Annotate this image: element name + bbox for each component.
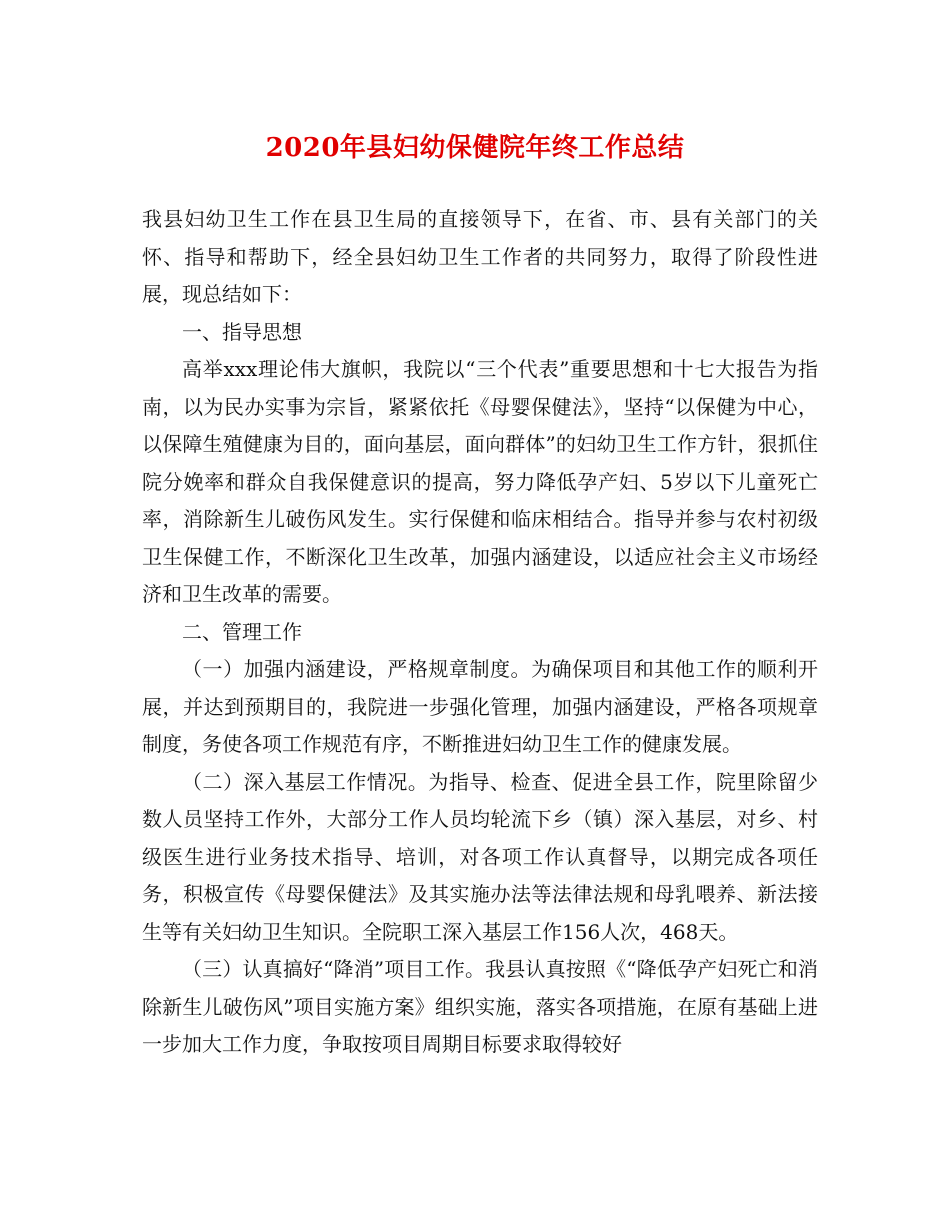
paragraph-management-1: （一）加强内涵建设，严格规章制度。为确保项目和其他工作的顺利开展，并达到预期目的，我院进一步强化管理，加强内涵建设，严格各项规章制度，务使各项工作规范有序，不断推进妇幼卫生工作的健康发展。 bbox=[142, 657, 818, 756]
paragraph-management-2: （二）深入基层工作情况。为指导、检查、促进全县工作，院里除留少数人员坚持工作外，大部分工作人员均轮流下乡（镇）深入基层，对乡、村级医生进行业务技术指导、培训，对各项工作认真督导，以期完成各项任务，积极宣传《母婴保健法》及其实施办法等法律法规和母乳喂养、新法接生等有关妇幼卫生知识。全院职工深入基层工作156人次，468天。 bbox=[142, 769, 818, 944]
document-title: 2020年县妇幼保健院年终工作总结 bbox=[265, 133, 685, 163]
paragraph-intro: 我县妇幼卫生工作在县卫生局的直接领导下，在省、市、县有关部门的关怀、指导和帮助下，经全县妇幼卫生工作者的共同努力，取得了阶段性进展，现总结如下： bbox=[142, 207, 818, 306]
heading-management-work: 二、管理工作 bbox=[182, 619, 302, 644]
paragraph-management-3: （三）认真搞好“降消”项目工作。我县认真按照《“降低孕产妇死亡和消除新生儿破伤风”项目实施方案》组织实施，落实各项措施，在原有基础上进一步加大工作力度，争取按项目周期目标要求取得较好 bbox=[142, 957, 818, 1056]
document-body bbox=[142, 201, 818, 1064]
paragraph-guiding-thought: 高举xxx理论伟大旗帜，我院以“三个代表”重要思想和十七大报告为指南，以为民办实事为宗旨，紧紧依托《母婴保健法》，坚持“以保健为中心，以保障生殖健康为目的，面向基层，面向群体”的妇幼卫生工作方针，狠抓住院分娩率和群众自我保健意识的提高，努力降低孕产妇、5岁以下儿童死亡率，消除新生儿破伤风发生。实行保健和临床相结合。指导并参与农村初级卫生保健工作，不断深化卫生改革，加强内涵建设，以适应社会主义市场经济和卫生改革的需要。 bbox=[142, 357, 818, 606]
heading-guiding-thought: 一、指导思想 bbox=[182, 319, 302, 344]
